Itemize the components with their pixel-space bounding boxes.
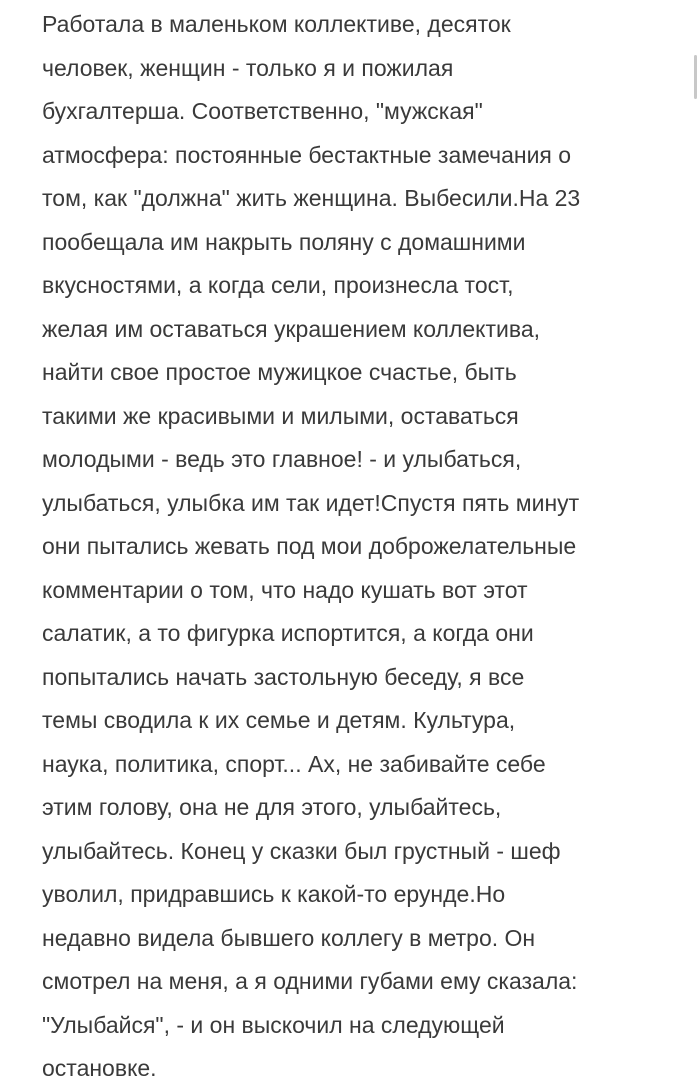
story-line: улыбаться, улыбка им так идет!Спустя пять минут (42, 489, 580, 516)
story-line: человек, женщин - только я и пожилая (42, 54, 454, 81)
story-line: Работала в маленьком коллективе, десяток (42, 11, 511, 37)
scrollbar-thumb[interactable] (694, 55, 697, 99)
story-text (42, 0, 672, 1088)
story-line: комментарии о том, что надо кушать вот этот (42, 576, 528, 603)
story-line: они пытались жевать под мои доброжелательные (42, 533, 577, 559)
story-line: пообещала им накрыть поляну с домашними (42, 228, 526, 255)
story-line: наука, политика, спорт... Ах, не забивайте себе (42, 750, 546, 777)
story-line: уволил, придравшись к какой-то ерунде.Но (42, 881, 506, 907)
story-line: салатик, а то фигурка испортится, а когда они (42, 620, 534, 646)
story-line: недавно видела бывшего коллегу в метро. Он (42, 924, 536, 951)
story-line: молодыми - ведь это главное! - и улыбаться, (42, 446, 522, 472)
story-line: атмосфера: постоянные бестактные замечания о (42, 141, 572, 168)
story-line: этим голову, она не для этого, улыбайтесь, (42, 794, 502, 820)
story-line: темы сводила к их семье и детям. Культура, (42, 707, 516, 733)
story-line: такими же красивыми и милыми, оставаться (42, 402, 519, 429)
story-line: улыбайтесь. Конец у сказки был грустный - шеф (42, 837, 561, 864)
story-line: найти свое простое мужицкое счастье, быть (42, 359, 517, 385)
story-line: бухгалтерша. Соответственно, "мужская" (42, 98, 483, 124)
story-line: остановке. (42, 1055, 157, 1081)
story-line: том, как "должна" жить женщина. Выбесили.На 23 (42, 185, 581, 211)
story-line: смотрел на меня, а я одними губами ему сказала: (42, 968, 578, 994)
story-line: вкусностями, а когда сели, произнесла тост, (42, 272, 514, 298)
story-line: "Улыбайся", - и он выскочил на следующей (42, 1011, 505, 1038)
story-line: попытались начать застольную беседу, я все (42, 663, 525, 690)
story-line: желая им оставаться украшением коллектива, (42, 315, 541, 342)
